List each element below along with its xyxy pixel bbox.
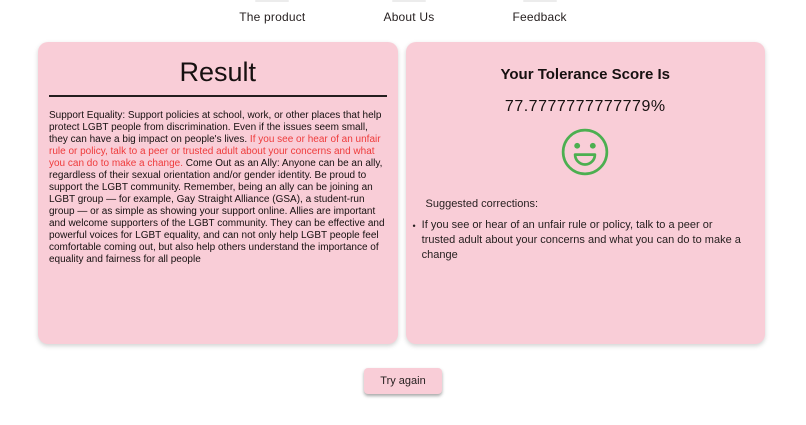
corrections-list	[413, 218, 750, 263]
nav-item-label: About Us	[383, 10, 435, 24]
title-divider	[49, 95, 387, 97]
main-content	[0, 42, 806, 344]
result-text-after: Come Out as an Ally: Anyone can be an ally, regardless of their sexual orientation and/or gender identity. Be proud to support the LGBT community. Remember, being an ally can be joining an LGBT group — for example, Gay Straight Alliance (GSA), a student-run group — or as simple as showing your support online. Allies are important and welcome supporters of the LGBT community. They can be effective and powerful voices for LGBT equality, and can not only help LGBT people feel comfortable coming out, but also help others understand the importance of equality and fairness for all people	[49, 158, 385, 265]
nav-item-the-product[interactable]	[239, 0, 305, 32]
correction-item	[413, 218, 750, 263]
nav-accent-bar	[523, 0, 557, 2]
result-title: Result	[179, 57, 257, 87]
try-again-button[interactable]: Try again	[364, 368, 441, 394]
nav-item-label: Feedback	[512, 10, 567, 24]
top-nav	[0, 0, 806, 32]
nav-accent-bar	[255, 0, 289, 2]
result-text-highlight: If you see or hear of an unfair rule or policy, talk to a peer or trusted adult about your concerns and what you can do to make a change.	[49, 134, 381, 169]
smiley-face-icon	[560, 127, 610, 177]
result-card	[38, 42, 398, 344]
result-text-before: Support Equality: Support policies at school, work, or other places that help protect LGBT people from discrimination. Even if the issues seem small, they can have a big impact on people's lives.	[49, 110, 382, 145]
nav-item-about-us[interactable]	[383, 0, 434, 32]
bullet-icon: •	[412, 221, 416, 231]
correction-text: If you see or hear of an unfair rule or policy, talk to a peer or trusted adult about your concerns and what you can do to make a change	[421, 219, 741, 261]
corrections-label: Suggested corrections:	[425, 198, 539, 210]
score-card-title: Your Tolerance Score Is	[500, 66, 670, 83]
nav-item-feedback[interactable]	[512, 0, 566, 32]
nav-item-label: The product	[239, 10, 306, 24]
score-card	[406, 42, 766, 344]
result-text	[49, 110, 387, 266]
footer	[0, 368, 806, 394]
tolerance-score-value: 77.7777777777779%	[504, 98, 666, 115]
nav-accent-bar	[392, 0, 426, 2]
